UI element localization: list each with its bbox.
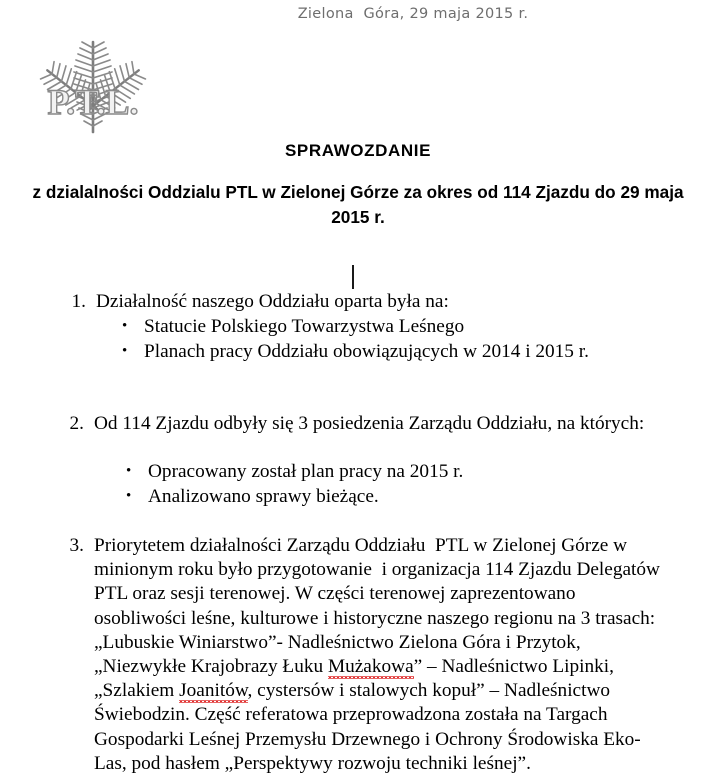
list-item: • Opracowany został plan pracy na 2015 r. — [122, 460, 698, 485]
list-item-marker: 2. — [69, 413, 84, 434]
list-item-text: Od 114 Zjazdu odbyły się 3 posiedzenia Zarządu Oddziału, na których: — [94, 413, 645, 434]
spellcheck-misspelled-word: Mużakowa — [327, 656, 414, 678]
list-item: • Statucie Polskiego Towarzystwa Leśnego — [118, 315, 680, 340]
paragraph-line: minionym roku było przygotowanie i organizacja 114 Zjazdu Delegatów — [94, 559, 660, 581]
list-item — [58, 534, 698, 776]
ptl-logo-letters: P.T.L. — [47, 82, 139, 122]
spellcheck-misspelled-word: Joanitów — [179, 680, 248, 702]
list-item-text: Działalność naszego Oddziału oparta była na: — [96, 291, 449, 312]
list-item-marker: 3. — [69, 535, 84, 556]
paragraph-line: Priorytetem działalności Zarządu Oddziału PTL w Zielonej Górze w — [94, 535, 628, 556]
list-item-paragraph — [94, 534, 698, 776]
ptl-logo — [12, 36, 174, 134]
paragraph-line: osobliwości leśne, kulturowe i historyczne naszego regionu na 3 trasach: — [94, 607, 656, 629]
list-item-marker: 1. — [71, 291, 86, 312]
paragraph-text: „Niezwykłe Krajobrazy Łuku — [94, 656, 328, 678]
ptl-fir-branch-emblem-icon — [12, 36, 174, 134]
bullet-list — [118, 315, 680, 364]
list-item: • Planach pracy Oddziału obowiązujących w 2014 i 2015 r. — [118, 340, 680, 365]
text-cursor-caret — [352, 265, 354, 289]
paragraph-line: Gospodarki Leśnej Przemysłu Drzewnego i Ochrony Środowiska Eko- — [94, 728, 641, 750]
paragraph-line: Świebodzin. Część referatowa przeprowadzona została na Targach — [94, 704, 608, 726]
paragraph-text: „Szlakiem — [94, 680, 180, 702]
page-title: SPRAWOZDANIE — [284, 141, 432, 160]
bullet-list — [122, 460, 698, 509]
paragraph-text: ” – Nadleśnictwo Lipinki, — [413, 656, 614, 678]
page-subtitle-line-1: z dzialalności Oddzialu PTL w Zielonej Górze za okres od 114 Zjazdu do — [32, 182, 616, 202]
paragraph-line: PTL oraz sesji terenowej. W części terenowej zaprezentowano — [94, 583, 576, 605]
page-subtitle — [18, 180, 698, 230]
paragraph-line: „Lubuskie Winiarstwo”- Nadleśnictwo Zielona Góra i Przytok, — [94, 631, 581, 653]
list-item: • Analizowano sprawy bieżące. — [122, 485, 698, 510]
document-date-line: Zielona Góra, 29 maja 2015 r. — [297, 6, 529, 22]
list-item — [60, 290, 680, 364]
paragraph-text: , cystersów i stalowych kopuł” – Nadleśnictwo — [247, 680, 611, 702]
paragraph-line — [94, 679, 698, 703]
paragraph-line — [94, 655, 698, 679]
list-item — [58, 412, 698, 509]
page-subtitle-line-2: 29 maja 2015 r. — [331, 182, 684, 227]
paragraph-line: Las, pod hasłem „Perspektywy rozwoju techniki leśnej”. — [94, 752, 531, 774]
